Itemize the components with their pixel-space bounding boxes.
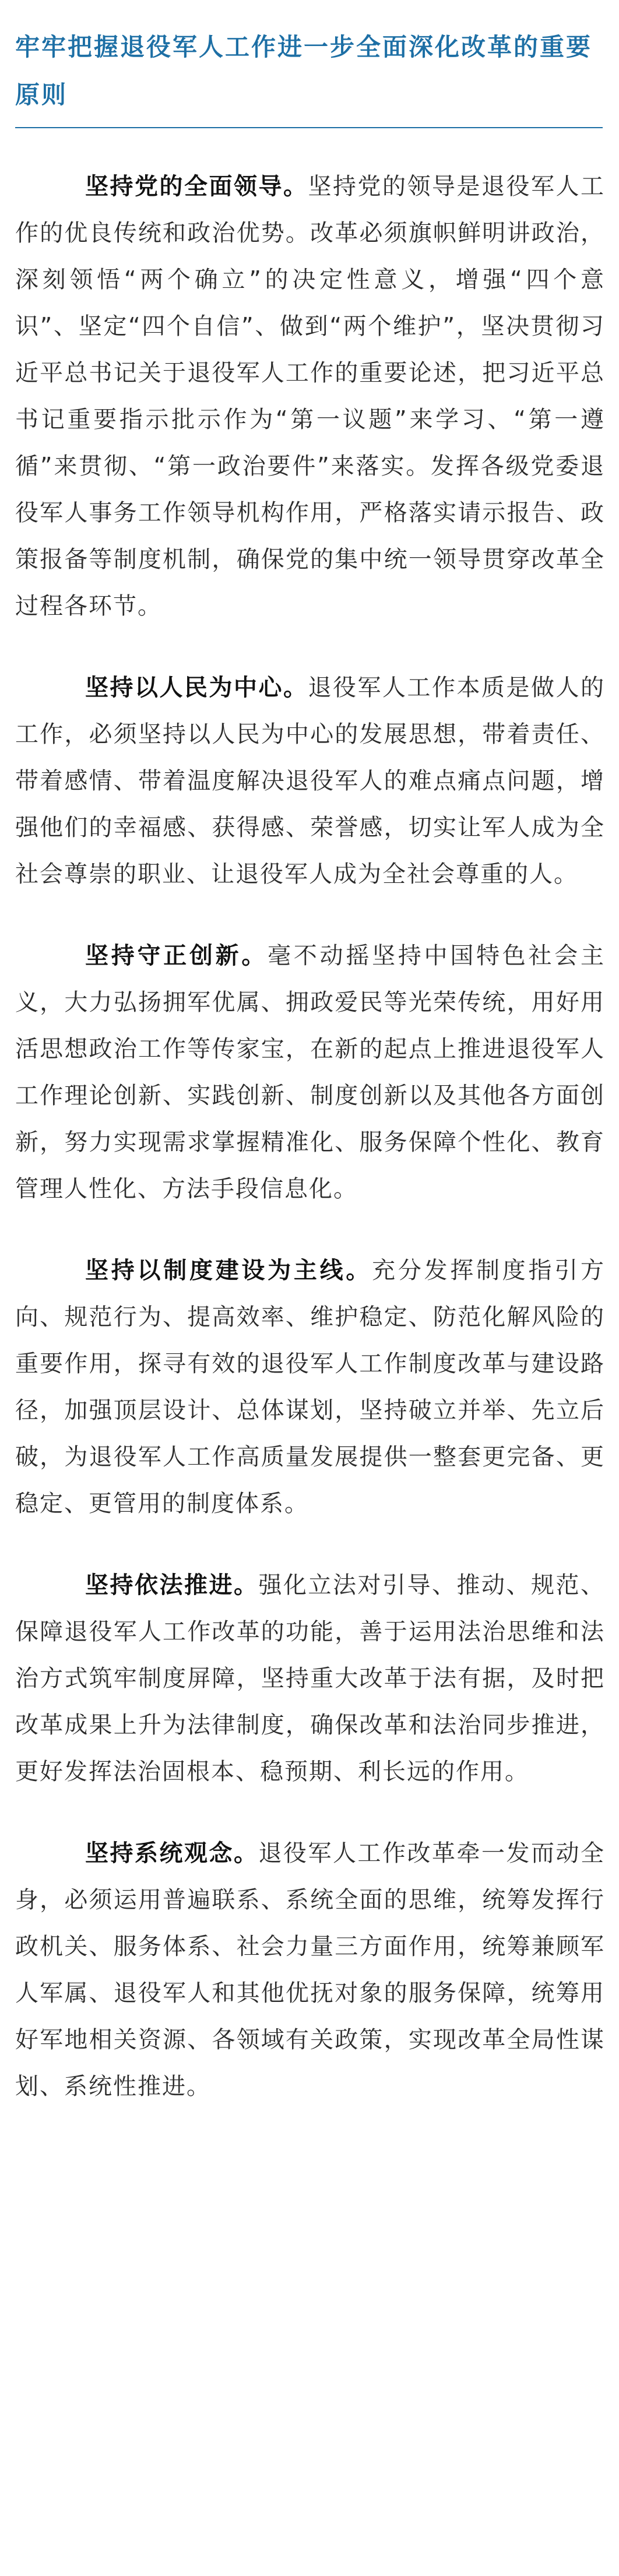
principle-text-3: 毫不动摇坚持中国特色社会主义，大力弘扬拥军优属、拥政爱民等光荣传统，用好用活思想政治工作等传家宝，在新的起点上推进退役军人工作理论创新、实践创新、制度创新以及其他各方面创新，努力实现需求掌握精准化、服务保障个性化、教育管理人性化、方法手段信息化。: [15, 942, 606, 1202]
principle-paragraph-6: [15, 1830, 605, 2110]
principle-heading-4: 坚持以制度建设为主线。: [85, 1257, 372, 1284]
principle-paragraph-2: [15, 664, 605, 898]
title-divider: [15, 127, 603, 128]
principle-paragraph-5: [15, 1562, 605, 1795]
principle-heading-3: 坚持守正创新。: [85, 942, 268, 969]
principle-heading-5: 坚持依法推进。: [85, 1572, 259, 1599]
article-title: 牢牢把握退役军人工作进一步全面深化改革的重要原则: [15, 33, 593, 109]
principle-heading-2: 坚持以人民为中心。: [85, 674, 308, 701]
principle-paragraph-1: [15, 163, 605, 629]
principle-text-4: 充分发挥制度指引方向、规范行为、提高效率、维护稳定、防范化解风险的重要作用，探寻有效的退役军人工作制度改革与建设路径，加强顶层设计、总体谋划，坚持破立并举、先立后破，为退役军人工作高质量发展提供一整套更完备、更稳定、更管用的制度体系。: [15, 1257, 606, 1517]
principle-text-6: 退役军人工作改革牵一发而动全身，必须运用普遍联系、系统全面的思维，统筹发挥行政机关、服务体系、社会力量三方面作用，统筹兼顾军人军属、退役军人和其他优抚对象的服务保障，统筹用好军地相关资源、各领域有关政策，实现改革全局性谋划、系统性推进。: [15, 1840, 605, 2100]
principle-text-2: 退役军人工作本质是做人的工作，必须坚持以人民为中心的发展思想，带着责任、带着感情、带着温度解决退役军人的难点痛点问题，增强他们的幸福感、获得感、荣誉感，切实让军人成为全社会尊崇的职业、让退役军人成为全社会尊重的人。: [15, 674, 605, 888]
principle-heading-1: 坚持党的全面领导。: [85, 173, 308, 200]
principle-text-1: 坚持党的领导是退役军人工作的优良传统和政治优势。改革必须旗帜鲜明讲政治，深刻领悟“两个确立”的决定性意义，增强“四个意识”、坚定“四个自信”、做到“两个维护”，坚决贯彻习近平总书记关于退役军人工作的重要论述，把习近平总书记重要指示批示作为“第一议题”来学习、“第一遵循”来贯彻、“第一政治要件”来落实。发挥各级党委退役军人事务工作领导机构作用，严格落实请示报告、政策报备等制度机制，确保党的集中统一领导贯穿改革全过程各环节。: [15, 173, 605, 620]
principle-heading-6: 坚持系统观念。: [85, 1840, 259, 1867]
principle-paragraph-4: [15, 1247, 605, 1527]
principle-paragraph-3: [15, 932, 605, 1212]
principle-text-5: 强化立法对引导、推动、规范、保障退役军人工作改革的功能，善于运用法治思维和法治方式筑牢制度屏障，坚持重大改革于法有据，及时把改革成果上升为法律制度，确保改革和法治同步推进，更好发挥法治固根本、稳预期、利长远的作用。: [15, 1572, 605, 1785]
